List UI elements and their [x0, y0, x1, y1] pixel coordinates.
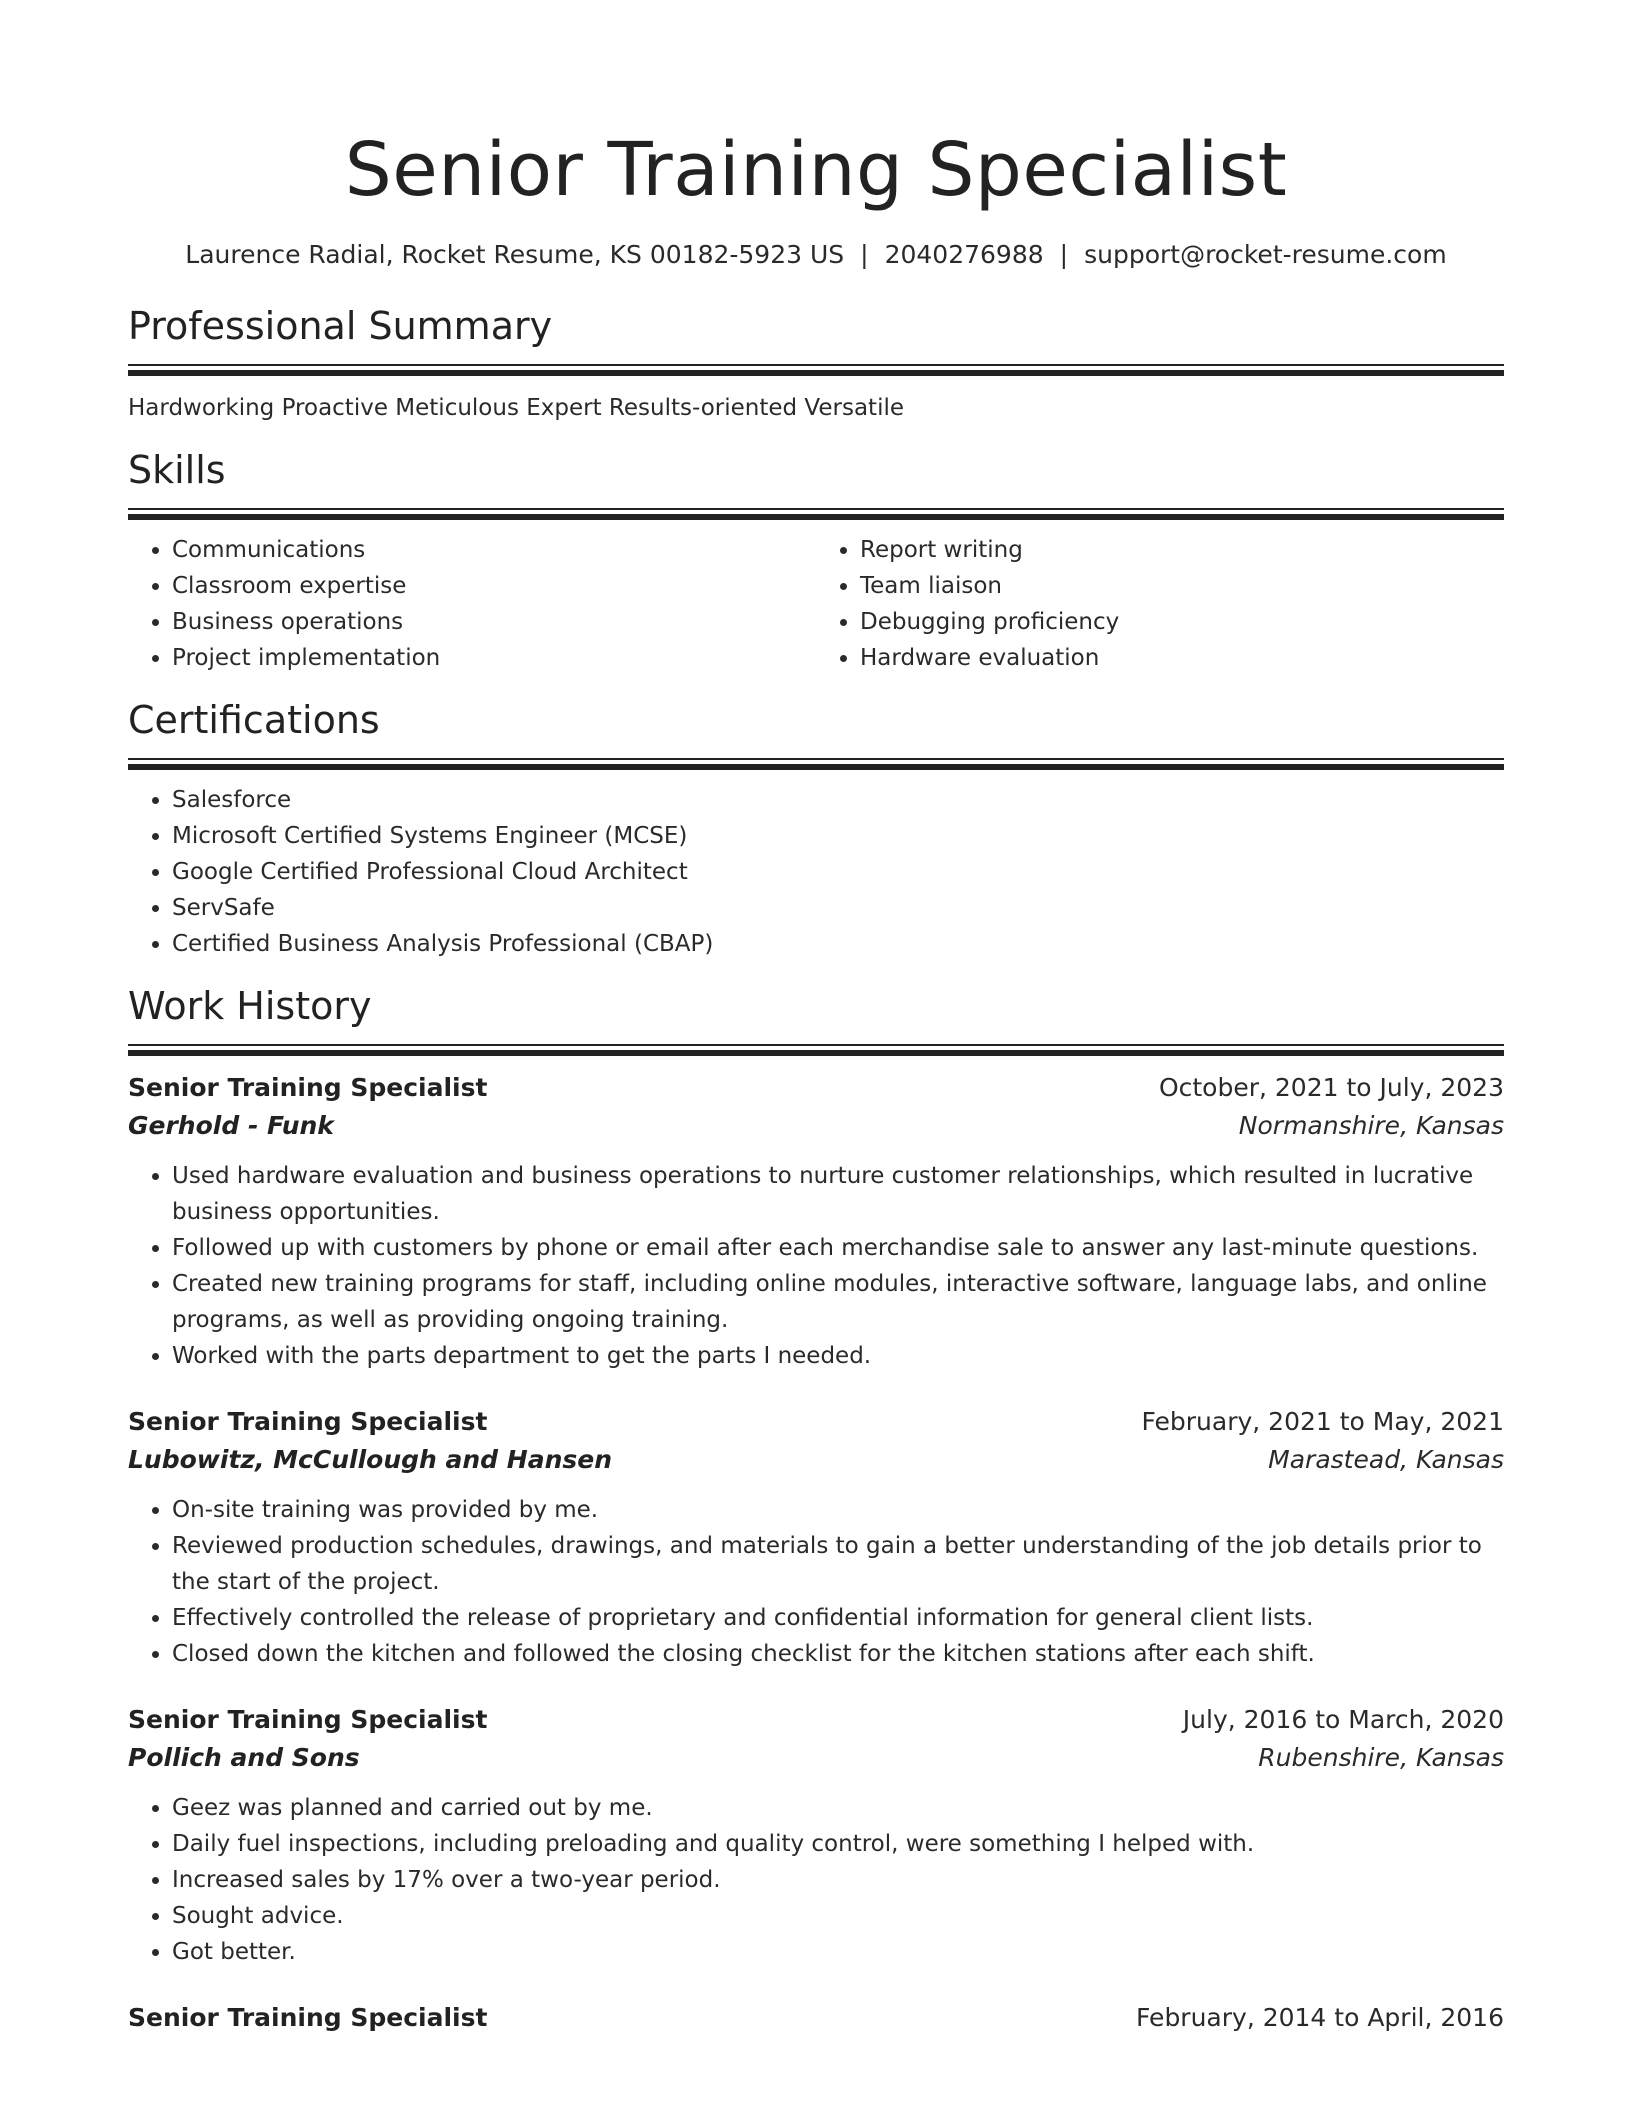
skill-item: • Hardware evaluation — [860, 640, 1504, 676]
job-bullet: • Geez was planned and carried out by me. — [172, 1790, 1504, 1826]
job-dates: July, 2016 to March, 2020 — [1182, 1705, 1504, 1734]
skill-item: • Project implementation — [172, 640, 816, 676]
job-bullets — [128, 1790, 1504, 1970]
job-title: Senior Training Specialist — [128, 1407, 488, 1436]
section-divider — [128, 1044, 1504, 1056]
certifications-heading: Certifications — [128, 698, 380, 742]
job-bullets — [128, 1492, 1504, 1672]
job-location: Marastead, Kansas — [1268, 1445, 1504, 1474]
skills-list-left — [128, 532, 816, 676]
job-bullet: • Created new training programs for staff, including online modules, interactive software, language labs, and online programs, as well as providing ongoing training. — [172, 1266, 1504, 1338]
job-dates: October, 2021 to July, 2023 — [1158, 1073, 1504, 1102]
section-divider — [128, 508, 1504, 520]
job-title: Senior Training Specialist — [128, 1073, 488, 1102]
job-company: Gerhold - Funk — [128, 1111, 334, 1140]
skill-item: • Team liaison — [860, 568, 1504, 604]
certification-item: • Certified Business Analysis Professional (CBAP) — [172, 926, 1504, 962]
job-bullet: • Worked with the parts department to get the parts I needed. — [172, 1338, 1504, 1374]
job-bullet: • Effectively controlled the release of proprietary and confidential information for general client lists. — [172, 1600, 1504, 1636]
work-history-heading: Work History — [128, 984, 372, 1028]
job-company-row — [128, 1738, 1504, 1778]
summary-heading: Professional Summary — [128, 304, 553, 348]
resume-title: Senior Training Specialist — [344, 127, 1288, 213]
job-header-row — [128, 1702, 1504, 1738]
certification-item: • ServSafe — [172, 890, 1504, 926]
job-bullet: • On-site training was provided by me. — [172, 1492, 1504, 1528]
skills-heading: Skills — [128, 448, 226, 492]
skill-item: • Debugging proficiency — [860, 604, 1504, 640]
skill-item: • Classroom expertise — [172, 568, 816, 604]
work-history-section — [128, 982, 1504, 2036]
certification-item: • Salesforce — [172, 782, 1504, 818]
job-entry — [128, 2000, 1504, 2036]
job-company: Pollich and Sons — [128, 1743, 360, 1772]
skill-item: • Business operations — [172, 604, 816, 640]
job-dates: February, 2021 to May, 2021 — [1141, 1407, 1504, 1436]
section-divider — [128, 758, 1504, 770]
certification-item: • Google Certified Professional Cloud Architect — [172, 854, 1504, 890]
job-bullets — [128, 1158, 1504, 1374]
job-bullet: • Sought advice. — [172, 1898, 1504, 1934]
contact-separator: | — [860, 240, 869, 269]
contact-address: Laurence Radial, Rocket Resume, KS 00182-5923 US — [185, 240, 845, 269]
job-header-row — [128, 1070, 1504, 1106]
job-entry — [128, 1404, 1504, 1672]
skill-item: • Communications — [172, 532, 816, 568]
certifications-list — [128, 782, 1504, 962]
job-bullet: • Got better. — [172, 1934, 1504, 1970]
skill-item: • Report writing — [860, 532, 1504, 568]
job-entry — [128, 1702, 1504, 1970]
job-header-row — [128, 2000, 1504, 2036]
skills-grid — [128, 532, 1504, 676]
summary-text: Hardworking Proactive Meticulous Expert Results-oriented Versatile — [128, 395, 905, 421]
job-location: Normanshire, Kansas — [1238, 1111, 1504, 1140]
summary-section — [128, 302, 1504, 424]
job-bullet: • Increased sales by 17% over a two-year period. — [172, 1862, 1504, 1898]
job-company: Lubowitz, McCullough and Hansen — [128, 1445, 613, 1474]
job-bullet: • Reviewed production schedules, drawings, and materials to gain a better understanding of the job details prior to the start of the project. — [172, 1528, 1504, 1600]
job-bullet: • Closed down the kitchen and followed the closing checklist for the kitchen stations after each shift. — [172, 1636, 1504, 1672]
job-location: Rubenshire, Kansas — [1258, 1743, 1504, 1772]
certifications-section — [128, 696, 1504, 962]
job-company-row — [128, 1106, 1504, 1146]
job-bullet: • Daily fuel inspections, including preloading and quality control, were something I helped with. — [172, 1826, 1504, 1862]
job-company-row — [128, 1440, 1504, 1480]
job-bullet: • Used hardware evaluation and business operations to nurture customer relationships, which resulted in lucrative business opportunities. — [172, 1158, 1504, 1230]
job-dates: February, 2014 to April, 2016 — [1136, 2003, 1504, 2032]
contact-phone: 2040276988 — [884, 240, 1044, 269]
contact-line — [128, 238, 1504, 272]
contact-separator: | — [1059, 240, 1069, 269]
certification-item: • Microsoft Certified Systems Engineer (MCSE) — [172, 818, 1504, 854]
section-divider — [128, 364, 1504, 376]
skills-list-right — [816, 532, 1504, 676]
skills-section — [128, 446, 1504, 676]
job-title: Senior Training Specialist — [128, 1705, 488, 1734]
job-bullet: • Followed up with customers by phone or email after each merchandise sale to answer any last-minute questions. — [172, 1230, 1504, 1266]
job-entry — [128, 1070, 1504, 1374]
job-header-row — [128, 1404, 1504, 1440]
job-title: Senior Training Specialist — [128, 2003, 488, 2032]
contact-email[interactable]: support@rocket-resume.com — [1084, 240, 1447, 269]
